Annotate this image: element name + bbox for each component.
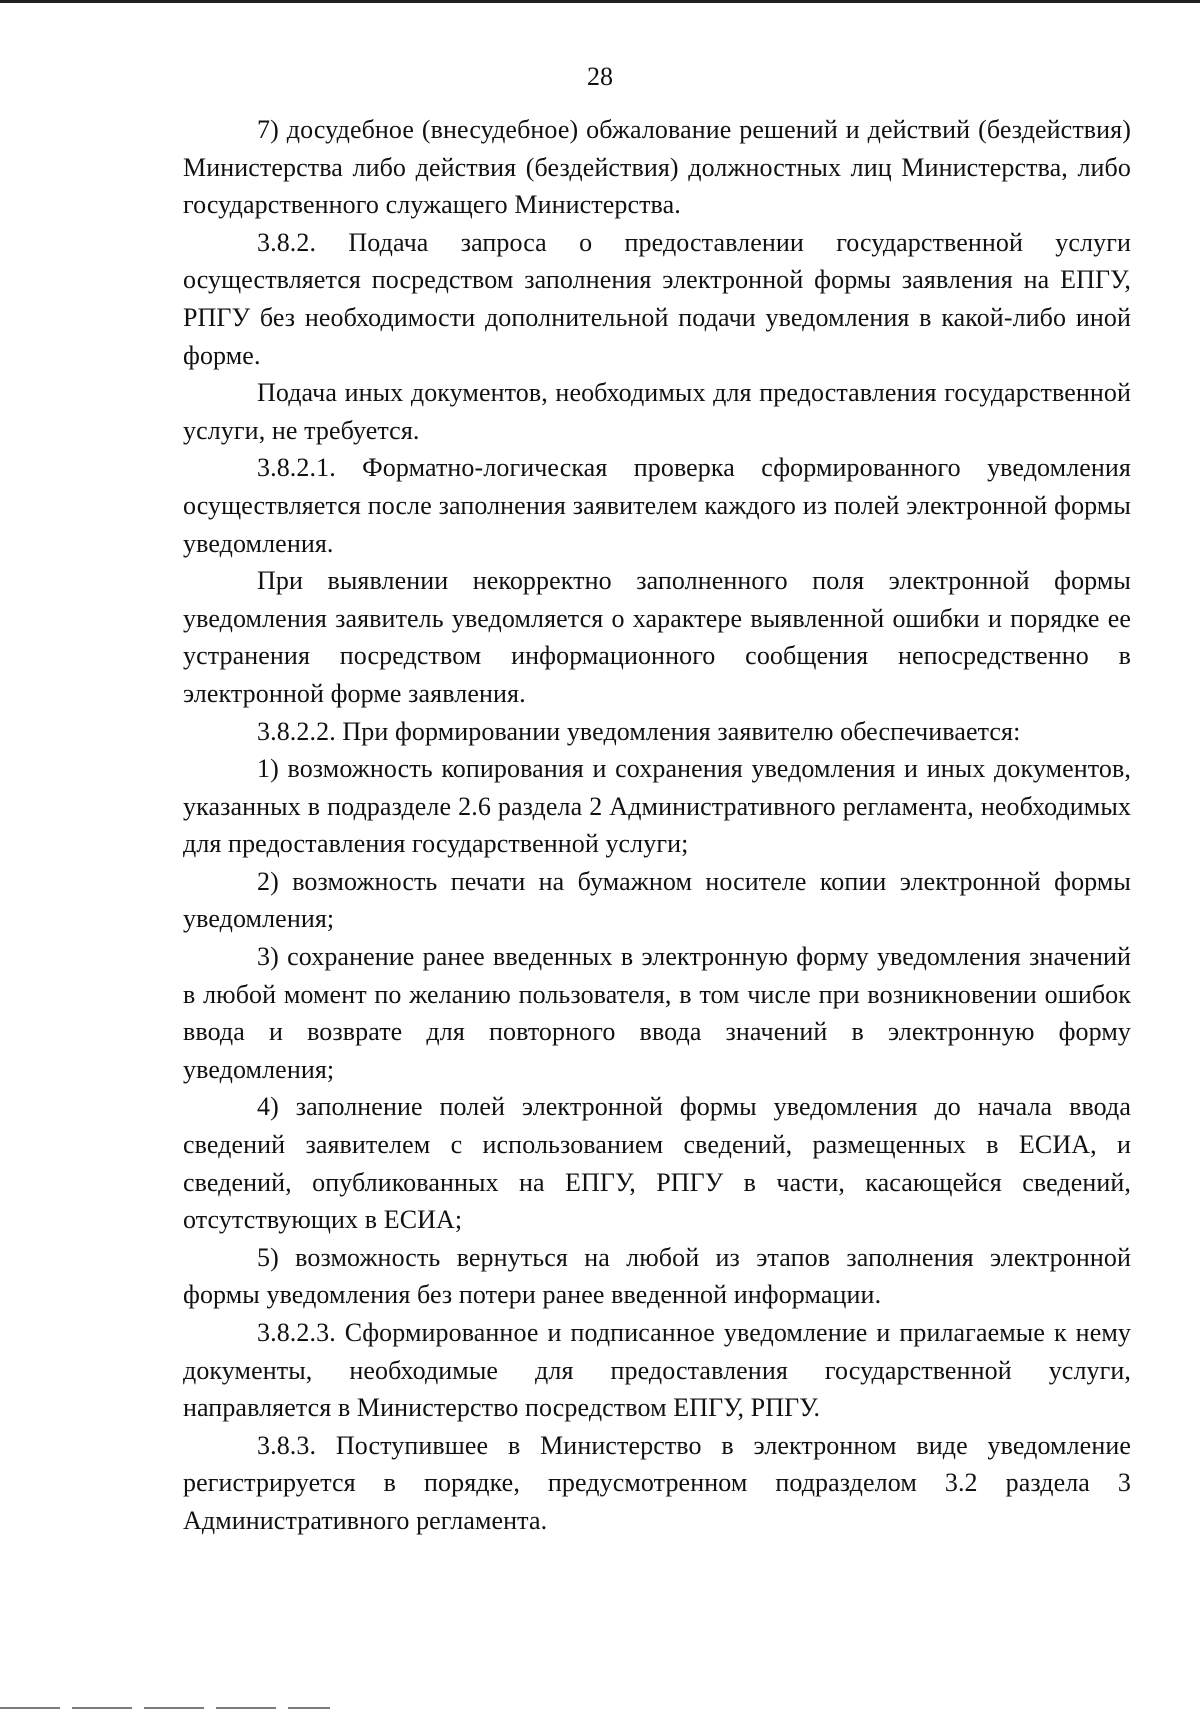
- scan-edge-top: [0, 0, 1200, 3]
- page-number: 28: [587, 62, 613, 91]
- list-item-3: 3) сохранение ранее введенных в электронную форму уведомления значений в любой момент по желанию пользователя, в том числе при возникновении ошибок ввода и возврате для повторного ввода значений в электронную форму уведомления;: [183, 942, 1131, 1084]
- paragraph-3-8-2-1: 3.8.2.1. Форматно-логическая проверка сформированного уведомления осуществляется после заполнения заявителем каждого из полей электронной формы уведомления.: [183, 453, 1131, 558]
- list-item-4: 4) заполнение полей электронной формы уведомления до начала ввода сведений заявителем с использованием сведений, размещенных в ЕСИА, и сведений, опубликованных на ЕПГУ, РПГУ в части, касающейся сведений, отсутствующих в ЕСИА;: [183, 1092, 1131, 1235]
- paragraph-other-documents: Подача иных документов, необходимых для предоставления государственной услуги, не требуется.: [183, 378, 1131, 445]
- list-item-2: 2) возможность печати на бумажном носителе копии электронной формы уведомления;: [183, 866, 1131, 934]
- scan-edge-bottom: [0, 1707, 330, 1709]
- paragraph-item-7: 7) досудебное (внесудебное) обжалование решений и действий (бездействия) Министерства либо действия (бездействия) должностных лиц Министерства, либо государственного служащего Министерства.: [183, 115, 1131, 220]
- paragraph-3-8-3: 3.8.3. Поступившее в Министерство в электронном виде уведомление регистрируется в порядке, предусмотренном подразделом 3.2 раздела 3 Административного регламента.: [183, 1430, 1131, 1535]
- paragraph-incorrect-field: При выявлении некорректно заполненного поля электронной формы уведомления заявитель уведомляется о характере выявленной ошибки и порядке ее устранения посредством информационного сообщения непосредственно в электронной форме заявления.: [183, 566, 1131, 708]
- paragraph-3-8-2-3: 3.8.2.3. Сформированное и подписанное уведомление и прилагаемые к нему документы, необходимые для предоставления государственной услуги, направляется в Министерство посредством ЕПГУ, РПГУ.: [183, 1318, 1131, 1423]
- document-body: [183, 111, 1131, 1540]
- paragraph-3-8-2: 3.8.2. Подача запроса о предоставлении государственной услуги осуществляется посредством заполнения электронной формы заявления на ЕПГУ, РПГУ без необходимости дополнительной подачи уведомления в какой-либо иной форме.: [183, 227, 1131, 370]
- list-item-5: 5) возможность вернуться на любой из этапов заполнения электронной формы уведомления без потери ранее введенной информации.: [183, 1242, 1131, 1310]
- list-item-1: 1) возможность копирования и сохранения уведомления и иных документов, указанных в подразделе 2.6 раздела 2 Административного регламента, необходимых для предоставления государственной услуги;: [183, 754, 1131, 859]
- paragraph-3-8-2-2: 3.8.2.2. При формировании уведомления заявителю обеспечивается:: [257, 716, 1021, 746]
